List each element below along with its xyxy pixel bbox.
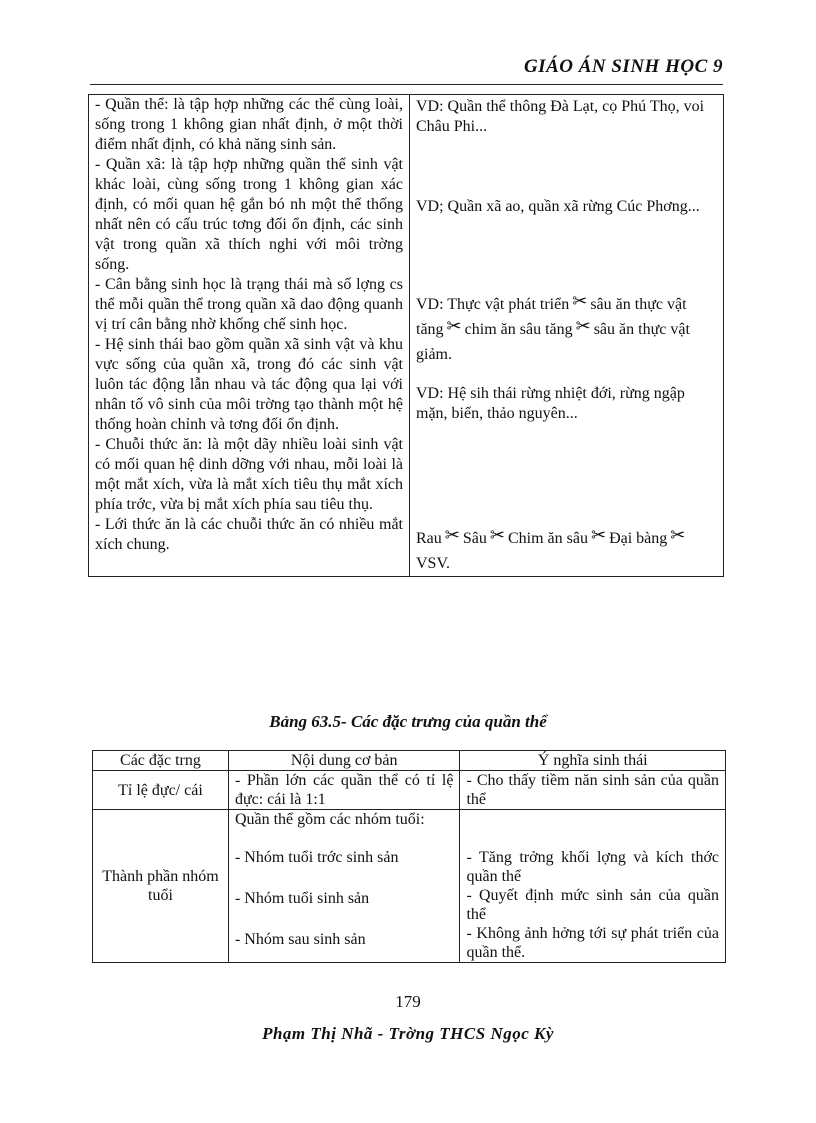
content-line: Quần thể gồm các nhóm tuổi: <box>234 811 425 828</box>
chain-item: Đại bàng <box>609 530 668 547</box>
example-population: VD: Quần thể thông Đà Lạt, cọ Phú Thọ, voi Châu Phi... <box>416 98 705 135</box>
chain-item: Chim ăn sâu <box>507 530 588 547</box>
page-number: 179 <box>395 992 421 1011</box>
example-community: VD; Quần xã ao, quần xã rừng Cúc Phơng... <box>416 198 700 215</box>
table-row <box>93 810 726 963</box>
content-line: - Nhóm tuổi trớc sinh sản <box>234 849 399 866</box>
header-rule <box>90 84 723 85</box>
column-header: Nội dung cơ bản <box>228 751 460 771</box>
page-footer: Phạm Thị Nhã - Trờng THCS Ngọc Kỳ <box>262 1024 554 1043</box>
definition-ecosystem: - Hệ sinh thái bao gồm quần xã sinh vật và khu vực sống của quần xã, trong đó các sinh vật luôn tác động lẫn nhau và tác động qua lại với nhân tố vô sinh của môi trờng tạo thành một hệ thống hoàn chỉnh và tơng đối ổn định. <box>95 336 403 433</box>
example-text: sâu ăn thực vật giảm. <box>416 321 690 363</box>
scissors-icon: ✂ <box>575 316 591 336</box>
example-biological-balance <box>416 292 717 367</box>
definition-community: - Quần xã: là tập hợp những quần thể sinh vật khác loài, cùng sống trong 1 không gian xác định, có mối quan hệ gắn bó nh một thể thống nhất nên có cấu trúc tơng đối ổn định, các sinh vật trong quần xã thích nghi với môi trờng sống. <box>95 156 403 273</box>
scissors-icon: ✂ <box>670 525 686 545</box>
table-row <box>93 771 726 810</box>
page-header-title: GIÁO ÁN SINH HỌC 9 <box>523 56 723 77</box>
example-food-chain <box>416 526 717 576</box>
population-characteristics-table <box>92 750 726 963</box>
definition-food-chain: - Chuỗi thức ăn: là một dãy nhiều loài sinh vật có mối quan hệ dinh dỡng với nhau, mỗi loài là một mắt xích, vừa là mắt xích tiêu thụ mắt xích phía trớc, vừa bị mắt xích phía sau tiêu thụ. <box>95 436 403 513</box>
row-content <box>228 810 460 963</box>
scissors-icon: ✂ <box>444 525 460 545</box>
example-text: chim ăn sâu tăng <box>464 321 573 338</box>
definition-population: - Quần thể: là tập hợp những các thể cùng loài, sống trong 1 không gian nhất định, ở một thời điểm nhất định, có khả năng sinh sản. <box>95 96 403 153</box>
row-meaning: - Cho thấy tiềm năn sinh sản của quần thể <box>460 771 726 810</box>
meaning-line: - Tăng trởng khối lợng và kích thớc quần thể <box>466 849 719 885</box>
meaning-line: - Quyết định mức sinh sản của quần thể <box>466 887 719 923</box>
content-line: - Nhóm tuổi sinh sản <box>234 890 370 907</box>
row-content: - Phần lớn các quần thể có tỉ lệ đực: cái là 1:1 <box>228 771 460 810</box>
column-header: Các đặc trng <box>93 751 229 771</box>
row-meaning <box>460 810 726 963</box>
row-category: Tỉ lệ đực/ cái <box>93 771 229 810</box>
definition-food-web: - Lới thức ăn là các chuỗi thức ăn có nhiều mắt xích chung. <box>95 516 403 553</box>
definitions-cell <box>89 95 410 577</box>
table-row <box>89 95 724 577</box>
definitions-table <box>88 94 724 577</box>
examples-cell <box>410 95 724 577</box>
scissors-icon: ✂ <box>446 316 462 336</box>
content-line: - Nhóm sau sinh sản <box>234 931 366 948</box>
example-ecosystem: VD: Hệ sih thái rừng nhiệt đới, rừng ngập mặn, biển, thảo nguyên... <box>416 385 685 422</box>
column-header: Ý nghĩa sinh thái <box>460 751 726 771</box>
chain-item: Rau <box>416 530 442 547</box>
chain-item: Sâu <box>462 530 487 547</box>
table-caption: Bảng 63.5- Các đặc trưng của quần thể <box>269 712 547 731</box>
example-text: VD: Thực vật phát triển <box>416 296 570 313</box>
example-text: sâu ăn thực vật tăng <box>416 296 687 338</box>
scissors-icon: ✂ <box>572 291 588 311</box>
table-header-row <box>93 751 726 771</box>
row-category: Thành phần nhóm tuổi <box>93 810 229 963</box>
definition-biological-balance: - Cân bằng sinh học là trạng thái mà số lợng cs thể mỗi quần thể trong quần xã dao động quanh vị trí cân bằng nhờ khống chế sinh học. <box>95 276 403 333</box>
scissors-icon: ✂ <box>590 525 607 545</box>
chain-item: VSV. <box>416 555 450 572</box>
scissors-icon: ✂ <box>489 525 505 545</box>
meaning-line: - Không ảnh hởng tới sự phát triển của quần thể. <box>466 925 719 961</box>
